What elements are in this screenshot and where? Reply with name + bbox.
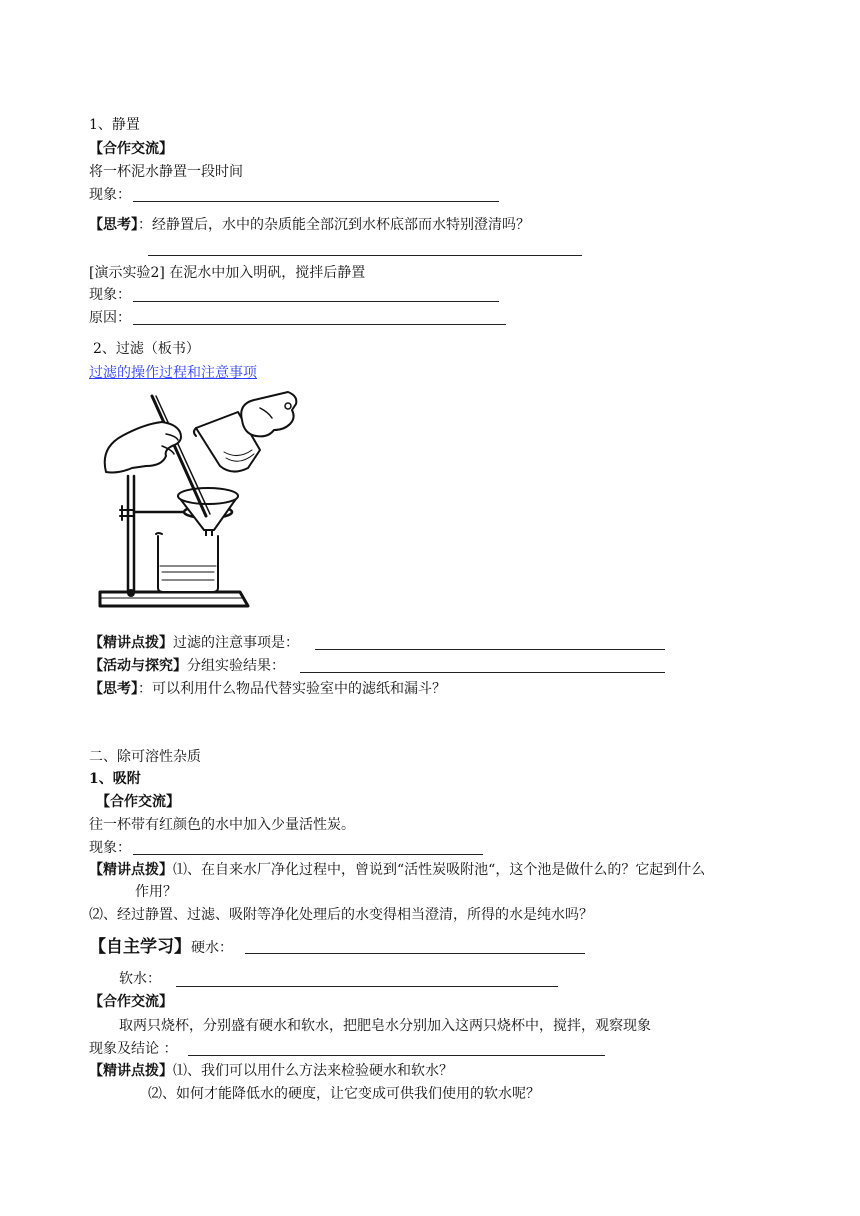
phenomenon-label-1: 现象： [89, 187, 131, 203]
self-study-hard-water [89, 938, 233, 957]
key-point-filtration [89, 634, 299, 652]
answer-blank-6[interactable] [300, 672, 665, 673]
answer-blank-conclusion[interactable] [188, 1055, 605, 1056]
coop-label-1: 【合作交流】 [89, 141, 173, 157]
answer-blank-soft-water[interactable] [176, 986, 558, 987]
key-point-adsorption [89, 861, 705, 879]
reason-label: 原因： [89, 310, 131, 326]
section-title-adsorption: 1、吸附 [89, 771, 141, 787]
demo-experiment-2: [演示实验2] 在泥水中加入明矾，搅拌后静置 [89, 265, 366, 281]
soft-water-label: 软水： [119, 971, 161, 987]
key-point-label-3: 【精讲点拨】 [89, 1063, 173, 1079]
coop-text-3: 取两只烧杯，分别盛有硬水和软水，把肥皂水分别加入这两只烧杯中，搅拌，观察现象 [119, 1018, 651, 1034]
answer-blank-hard-water[interactable] [245, 953, 585, 954]
answer-blank-3[interactable] [133, 301, 499, 302]
key-point-label-1: 【精讲点拨】 [89, 635, 173, 651]
key-point-q3: ⑴、我们可以用什么方法来检验硬水和软水？ [173, 1063, 453, 1079]
coop-label-3: 【合作交流】 [89, 994, 173, 1010]
activity-inquiry [89, 657, 285, 675]
key-point-q1: ⑴、在自来水厂净化过程中，曾说到“活性炭吸附池“，这个池是做什么的？它起到什么 [173, 862, 706, 878]
key-point-q4: ⑵、如何才能降低水的硬度，让它变成可供我们使用的软水呢？ [148, 1086, 540, 1102]
filter-procedure-link[interactable]: 过滤的操作过程和注意事项 [89, 365, 257, 381]
think-text-2: ：可以利用什么物品代替实验室中的滤纸和漏斗？ [138, 681, 446, 697]
filtration-apparatus-illustration [92, 388, 302, 618]
answer-blank-1[interactable] [133, 201, 499, 202]
activity-text: 分组实验结果： [187, 658, 285, 674]
key-point-text-1: 过滤的注意事项是： [173, 635, 299, 651]
activity-label: 【活动与探究】 [89, 658, 187, 674]
part-title-soluble-impurities: 二、除可溶性杂质 [89, 749, 201, 765]
hard-water-label: 硬水： [191, 940, 233, 956]
key-point-q2: ⑵、经过静置、过滤、吸附等净化处理后的水变得相当澄清，所得的水是纯水吗？ [89, 907, 593, 923]
section-title-settling: 1、静置 [89, 117, 140, 133]
phenomenon-label-3: 现象： [89, 840, 131, 856]
coop-label-2: 【合作交流】 [96, 794, 180, 810]
answer-blank-4[interactable] [133, 324, 506, 325]
section-title-filtration: 2、过滤（板书） [93, 341, 200, 357]
phenomenon-label-2: 现象： [89, 287, 131, 303]
think-label-1: 【思考】 [89, 217, 138, 233]
think-text-1: ：经静置后，水中的杂质能全部沉到水杯底部而水特别澄清吗？ [138, 217, 530, 233]
key-point-label-2: 【精讲点拨】 [89, 862, 173, 878]
answer-blank-5[interactable] [315, 649, 665, 650]
think-label-2: 【思考】 [89, 681, 138, 697]
think-question-2 [89, 680, 446, 698]
answer-blank-2[interactable] [148, 255, 582, 256]
conclusion-label: 现象及结论 ： [89, 1041, 178, 1057]
coop-text-2: 往一杯带有红颜色的水中加入少量活性炭。 [89, 817, 355, 833]
self-study-label: 【自主学习】 [89, 937, 191, 957]
think-question-1 [89, 216, 530, 234]
coop-text-1: 将一杯泥水静置一段时间 [89, 164, 243, 180]
key-point-q1-continued: 作用？ [135, 884, 177, 900]
answer-blank-7[interactable] [133, 854, 483, 855]
key-point-hard-soft [89, 1062, 453, 1080]
